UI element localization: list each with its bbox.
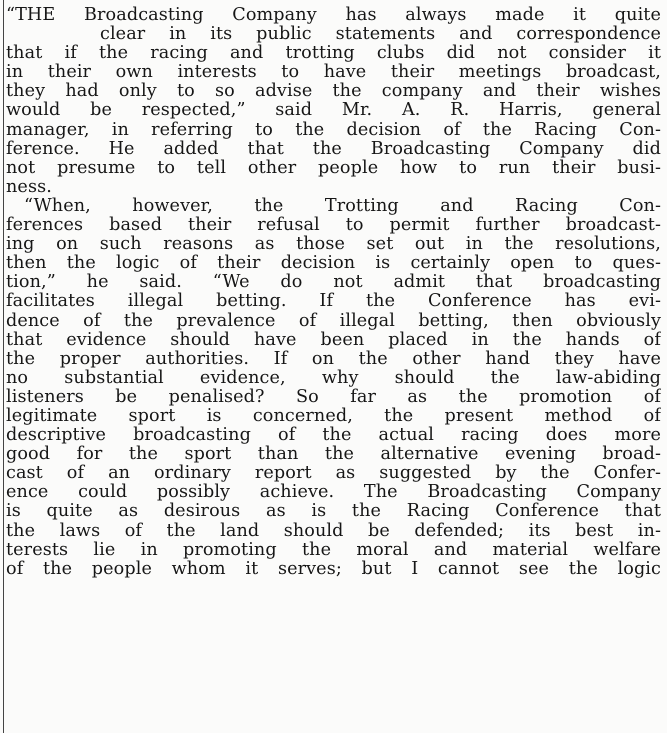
article-line: “THE Broadcasting Company has always made it quite (6, 6, 661, 25)
article-line: ferences based their refusal to permit further broadcast- (6, 216, 661, 236)
article-line: ence could possibly achieve. The Broadcasting Company (6, 483, 661, 503)
article-line: they had only to so advise the company and their wishes (6, 82, 661, 102)
article-line: dence of the prevalence of illegal betting, then obviously (6, 311, 661, 331)
article-line: ing on such reasons as those set out in the resolutions, (6, 235, 661, 255)
article-line: that if the racing and trotting clubs did not consider it (6, 44, 661, 64)
article-line: listeners be penalised? So far as the promotion of (6, 387, 661, 407)
article-column (6, 6, 661, 579)
article-line: good for the sport than the alternative evening broad- (6, 445, 661, 465)
article-line: not presume to tell other people how to run their busi- (6, 158, 661, 178)
column-rule (3, 0, 4, 733)
article-line: then the logic of their decision is certainly open to ques- (6, 254, 661, 274)
article-line: facilitates illegal betting. If the Conference has evi- (6, 292, 661, 312)
article-line: “When, however, the Trotting and Racing Con- (24, 196, 661, 216)
article-line: that evidence should have been placed in the hands of (6, 330, 661, 350)
article-line: is quite as desirous as is the Racing Conference that (6, 502, 661, 522)
article-line: in their own interests to have their meetings broadcast, (6, 63, 661, 83)
article-line: manager, in referring to the decision of the Racing Con- (6, 120, 661, 140)
article-line: of the people whom it serves; but I cannot see the logic (6, 559, 661, 579)
article-line: clear in its public statements and correspondence (100, 25, 661, 45)
article-line: legitimate sport is concerned, the present method of (6, 406, 661, 426)
article-line: descriptive broadcasting of the actual racing does more (6, 426, 661, 446)
article-line: ness. (6, 177, 52, 197)
article-line: tion,” he said. “We do not admit that broadcasting (6, 273, 661, 293)
article-line: terests lie in promoting the moral and material welfare (6, 540, 661, 560)
article-line: ference. He added that the Broadcasting Company did (6, 139, 661, 159)
article-line: no substantial evidence, why should the law-abiding (6, 368, 661, 388)
article-line: the laws of the land should be defended; its best in- (6, 521, 661, 541)
article-line: would be respected,” said Mr. A. R. Harris, general (6, 101, 661, 121)
article-line: cast of an ordinary report as suggested by the Confer- (6, 464, 661, 484)
article-line: the proper authorities. If on the other hand they have (6, 349, 661, 369)
